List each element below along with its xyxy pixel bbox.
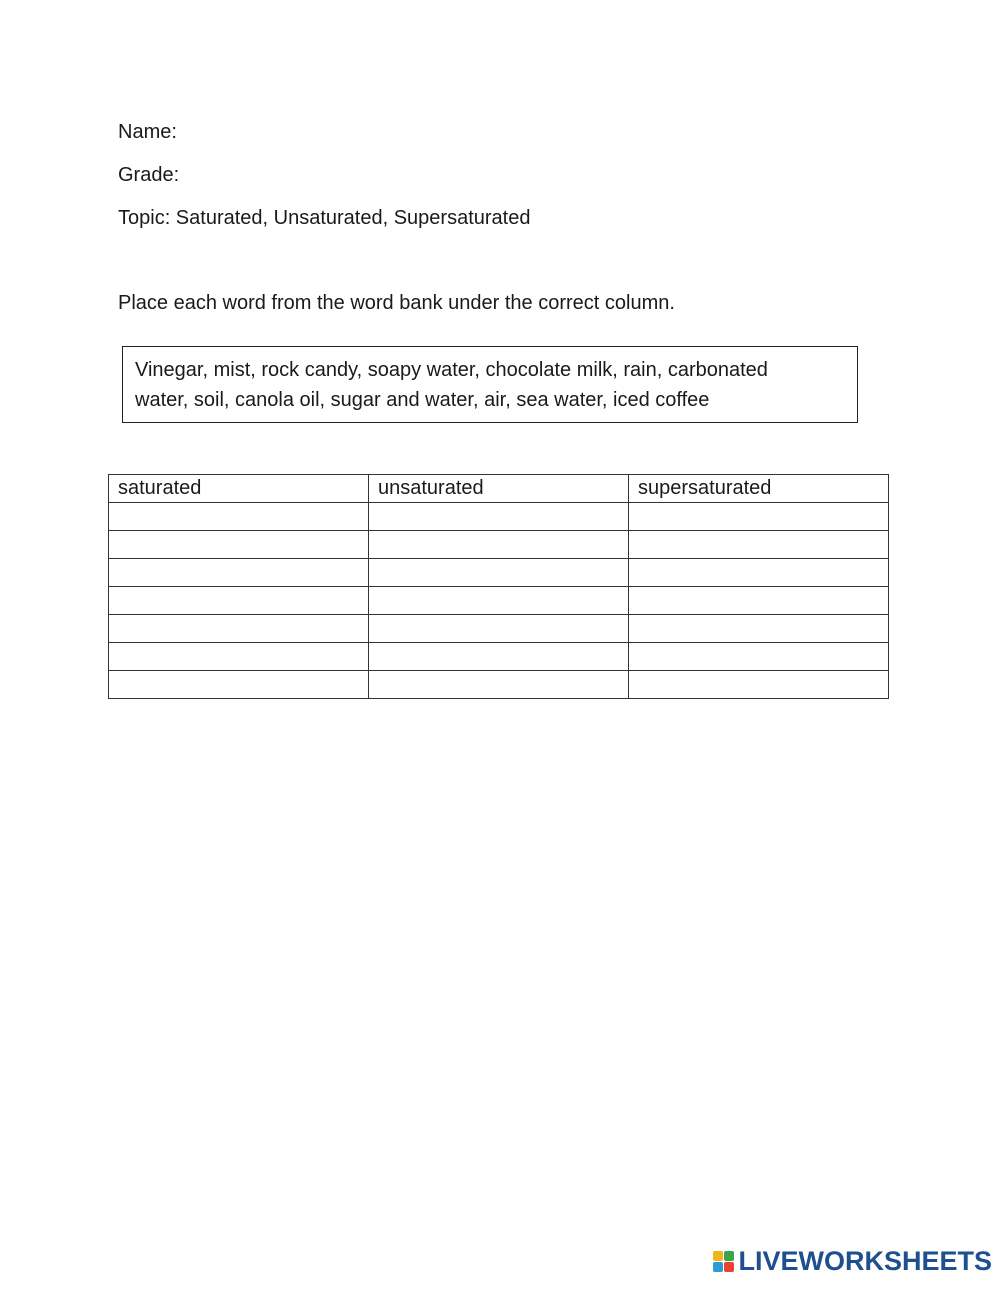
answer-cell[interactable] (109, 531, 369, 559)
table-row (109, 503, 889, 531)
answer-cell[interactable] (629, 615, 889, 643)
answer-cell[interactable] (369, 503, 629, 531)
answer-cell[interactable] (369, 587, 629, 615)
answer-cell[interactable] (109, 643, 369, 671)
table-row (109, 615, 889, 643)
table-row (109, 643, 889, 671)
column-header-supersaturated: supersaturated (629, 475, 889, 503)
logo-square-1 (713, 1251, 723, 1261)
answer-cell[interactable] (369, 643, 629, 671)
liveworksheets-logo-icon (713, 1251, 734, 1272)
answer-cell[interactable] (629, 503, 889, 531)
logo-square-3 (713, 1262, 723, 1272)
answer-cell[interactable] (109, 503, 369, 531)
logo-square-4 (724, 1262, 734, 1272)
answer-cell[interactable] (109, 615, 369, 643)
answer-cell[interactable] (109, 559, 369, 587)
topic-label: Topic: Saturated, Unsaturated, Supersaturated (118, 207, 531, 229)
liveworksheets-brand (713, 1246, 992, 1277)
column-header-saturated: saturated (109, 475, 369, 503)
answer-cell[interactable] (369, 531, 629, 559)
answer-cell[interactable] (109, 587, 369, 615)
logo-square-2 (724, 1251, 734, 1261)
word-bank-line-1: Vinegar, mist, rock candy, soapy water, chocolate milk, rain, carbonated (135, 359, 768, 381)
table-header-row (109, 475, 889, 503)
name-label: Name: (118, 121, 177, 143)
table-row (109, 587, 889, 615)
answer-cell[interactable] (629, 531, 889, 559)
answer-cell[interactable] (369, 615, 629, 643)
grade-label: Grade: (118, 164, 180, 186)
table-row (109, 671, 889, 699)
answer-cell[interactable] (629, 587, 889, 615)
answer-table (108, 474, 889, 699)
answer-cell[interactable] (109, 671, 369, 699)
brand-name: LIVEWORKSHEETS (738, 1246, 992, 1276)
answer-cell[interactable] (369, 559, 629, 587)
answer-cell[interactable] (629, 559, 889, 587)
table-row (109, 559, 889, 587)
instructions: Place each word from the word bank under the correct column. (118, 292, 675, 314)
table-row (109, 531, 889, 559)
word-bank-line-2: water, soil, canola oil, sugar and water, air, sea water, iced coffee (135, 389, 710, 411)
answer-cell[interactable] (629, 671, 889, 699)
word-bank-box (122, 346, 858, 423)
answer-cell[interactable] (369, 671, 629, 699)
answer-cell[interactable] (629, 643, 889, 671)
column-header-unsaturated: unsaturated (369, 475, 629, 503)
